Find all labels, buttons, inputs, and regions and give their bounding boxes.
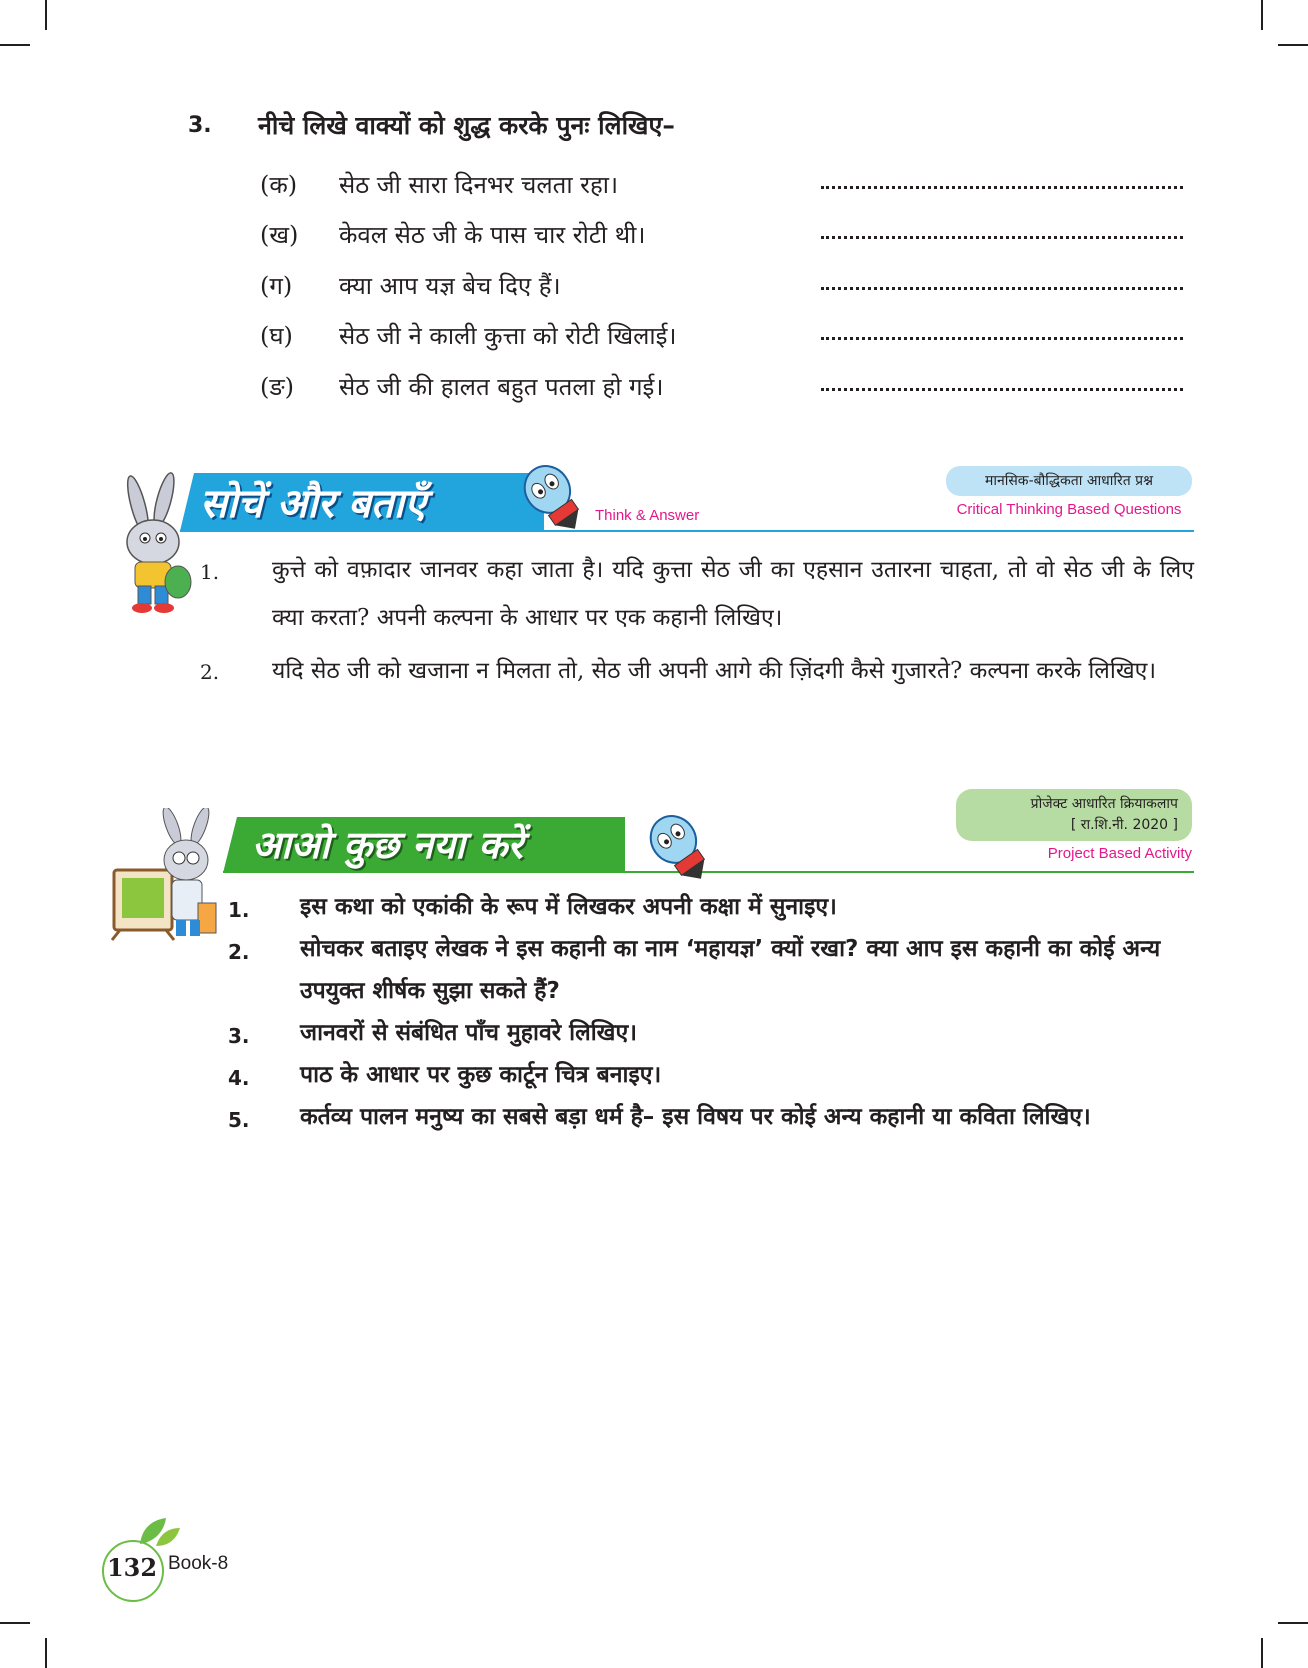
crop-mark — [1278, 1622, 1308, 1624]
item-text: जानवरों से संबंधित पाँच मुहावरे लिखिए। — [300, 1020, 637, 1046]
tag-line: [ रा.शि.नी. 2020 ] — [1070, 817, 1178, 833]
item-label: (क) — [260, 171, 298, 199]
divider — [180, 530, 1194, 532]
exercise-row — [258, 269, 1188, 309]
item-text: सेठ जी ने काली कुत्ता को रोटी खिलाई। — [339, 322, 677, 350]
crop-mark — [1261, 0, 1263, 30]
item-text: सोचकर बताइए लेखक ने इस कहानी का नाम ‘महायज्ञ’ क्यों रखा? क्या आप इस कहानी का कोई अन्य उपयुक्त शीर्षक सुझा सकते हैं? — [300, 936, 1161, 1004]
book-label: Book-8 — [168, 1553, 229, 1574]
item-label: (ख) — [260, 221, 299, 249]
item-text: क्या आप यज्ञ बेच दिए हैं। — [339, 272, 561, 300]
item-label: (घ) — [260, 322, 293, 350]
category-tag: मानसिक-बौद्धिकता आधारित प्रश्न — [946, 466, 1192, 496]
crop-mark — [45, 1638, 47, 1668]
item-number: 4. — [228, 1066, 250, 1090]
item-number: 3. — [228, 1024, 250, 1048]
pencil-mascot-icon — [640, 808, 716, 884]
section-title: सोचें और बताएँ — [200, 480, 427, 527]
question-title: नीचे लिखे वाक्यों को शुद्ध करके पुनः लिखिए– — [258, 111, 675, 140]
exercise-row — [258, 168, 1188, 208]
question-text: यदि सेठ जी को खजाना न मिलता तो, सेठ जी अपनी आगे की ज़िंदगी कैसे गुजारते? कल्पना करके लिखिए। — [272, 658, 1157, 684]
item-text: कर्तव्य पालन मनुष्य का सबसे बड़ा धर्म है– इस विषय पर कोई अन्य कहानी या कविता लिखिए। — [300, 1104, 1091, 1130]
answer-line[interactable] — [821, 287, 1183, 290]
item-label: (ग) — [260, 272, 293, 300]
item-text: पाठ के आधार पर कुछ कार्टून चित्र बनाइए। — [300, 1062, 662, 1088]
exercise-row — [258, 370, 1188, 410]
exercise-row — [258, 319, 1188, 359]
crop-mark — [0, 44, 30, 46]
answer-line[interactable] — [821, 186, 1183, 189]
item-label: (ङ) — [260, 373, 295, 401]
crop-mark — [1278, 44, 1308, 46]
tag-line: प्रोजेक्ट आधारित क्रियाकलाप — [1030, 796, 1178, 812]
item-number: 2. — [228, 940, 250, 964]
crop-mark — [45, 0, 47, 30]
item-text: इस कथा को एकांकी के रूप में लिखकर अपनी कक्षा में सुनाइए। — [300, 894, 837, 920]
page-number: 132 — [106, 1553, 158, 1582]
category-tag-english: Critical Thinking Based Questions — [956, 501, 1182, 518]
item-number: 1. — [228, 898, 250, 922]
pencil-mascot-icon — [514, 458, 590, 534]
question-number: 3. — [188, 113, 212, 138]
item-text: केवल सेठ जी के पास चार रोटी थी। — [339, 221, 646, 249]
crop-mark — [1261, 1638, 1263, 1668]
answer-line[interactable] — [821, 236, 1183, 239]
item-text: सेठ जी की हालत बहुत पतला हो गई। — [339, 373, 664, 401]
answer-line[interactable] — [821, 388, 1183, 391]
item-text: सेठ जी सारा दिनभर चलता रहा। — [339, 171, 619, 199]
category-tag-english: Project Based Activity — [1047, 845, 1192, 862]
painter-bunny-illustration — [110, 808, 225, 943]
category-tag — [956, 789, 1192, 841]
answer-line[interactable] — [821, 337, 1183, 340]
crop-mark — [0, 1622, 30, 1624]
bunny-illustration — [108, 470, 203, 615]
item-number: 5. — [228, 1108, 250, 1132]
exercise-row — [258, 218, 1188, 258]
section-subtitle: Think & Answer — [595, 507, 700, 524]
section-title: आओ कुछ नया करें — [252, 822, 523, 867]
question-number: 2. — [200, 660, 220, 684]
question-text: कुत्ते को वफ़ादार जानवर कहा जाता है। यदि कुत्ता सेठ जी का एहसान उतारना चाहता, तो वो सेठ जी के लिए क्या करता? अपनी कल्पना के आधार पर एक कहानी लिखिए। — [272, 557, 1194, 631]
question-number: 1. — [200, 560, 220, 584]
